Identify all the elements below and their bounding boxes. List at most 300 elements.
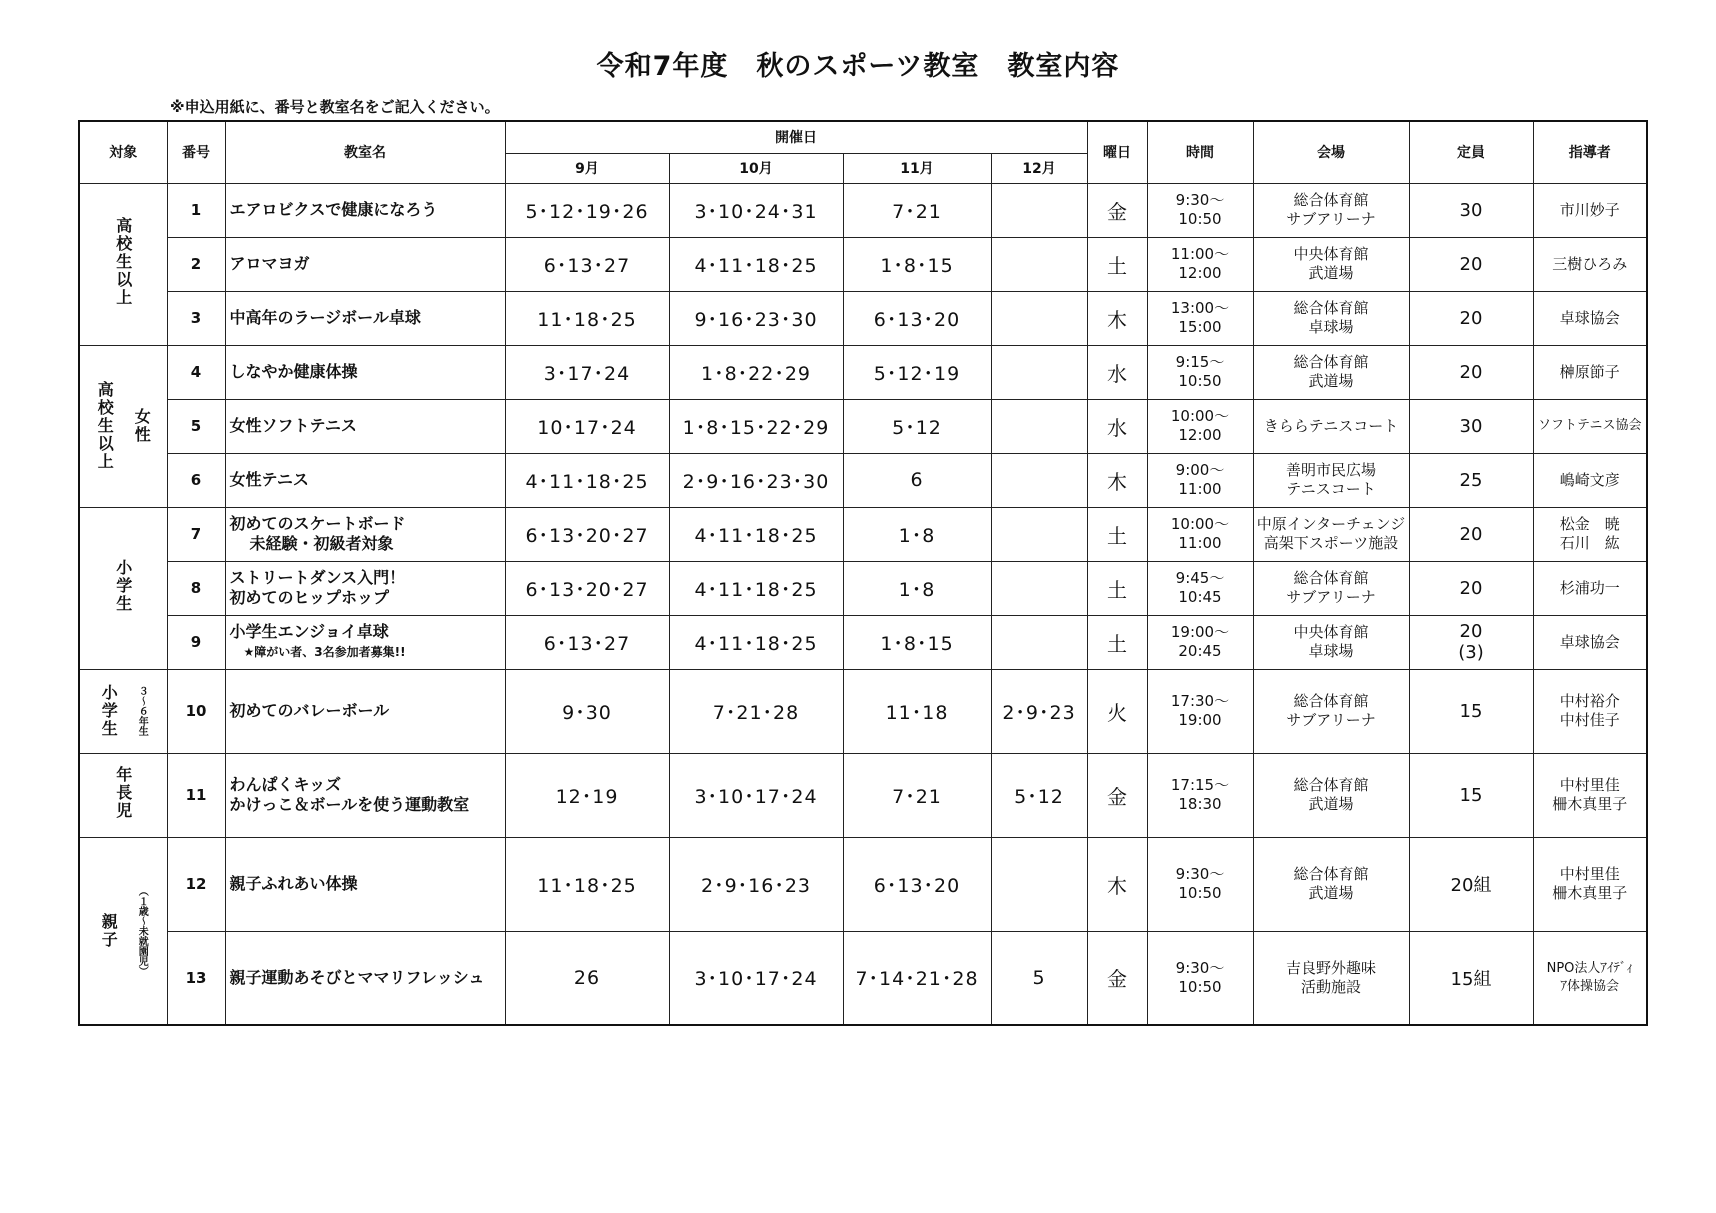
venue xyxy=(1253,345,1409,399)
weekday xyxy=(1087,669,1147,753)
target-label: 高校生以上 xyxy=(113,217,133,307)
capacity xyxy=(1409,669,1533,753)
instructor-line: 市川妙子 xyxy=(1559,200,1620,219)
header-dates: 開催日 xyxy=(505,121,1087,153)
class-number xyxy=(167,237,225,291)
time-range-line: 19:00〜 xyxy=(1170,623,1230,641)
class-number xyxy=(167,345,225,399)
dates-nov-line: 5･12･19 xyxy=(873,362,961,385)
class-name xyxy=(225,507,505,561)
time-range xyxy=(1147,507,1253,561)
class-name xyxy=(225,615,505,669)
dates-nov-line: 5･12 xyxy=(892,416,942,439)
header-target: 対象 xyxy=(79,121,167,183)
venue xyxy=(1253,837,1409,931)
table-row xyxy=(79,453,1647,507)
class-number-line: 8 xyxy=(190,579,202,597)
weekday xyxy=(1087,507,1147,561)
class-number xyxy=(167,291,225,345)
venue-line: きららテニスコート xyxy=(1263,416,1399,435)
dates-oct-line: 4･11･18･25 xyxy=(694,524,818,547)
dates-sep xyxy=(505,183,669,237)
dates-sep-line: 12･19 xyxy=(555,785,619,808)
class-name-main: エアロビクスで健康になろう xyxy=(229,200,438,219)
dates-oct-line: 4･11･18･25 xyxy=(694,578,818,601)
venue-line: 中原インターチェンジ xyxy=(1256,515,1406,533)
dates-dec xyxy=(991,237,1087,291)
capacity xyxy=(1409,183,1533,237)
time-range-line: 11:00 xyxy=(1178,534,1222,552)
venue xyxy=(1253,561,1409,615)
table-row xyxy=(79,507,1647,561)
capacity-line: 30 xyxy=(1459,415,1483,437)
weekday xyxy=(1087,345,1147,399)
class-number-line: 7 xyxy=(190,525,202,543)
dates-dec xyxy=(991,837,1087,931)
dates-dec xyxy=(991,669,1087,753)
instructor-line: 中村裕介 xyxy=(1559,692,1620,710)
class-number xyxy=(167,453,225,507)
class-name-main: アロマヨガ xyxy=(229,254,310,273)
class-name-main: 親子運動あそびとママリフレッシュ xyxy=(229,967,485,987)
venue xyxy=(1253,291,1409,345)
dates-nov-line: 11･18 xyxy=(885,701,949,724)
header-sep: 9月 xyxy=(505,153,669,183)
weekday xyxy=(1087,561,1147,615)
venue-line: サブアリーナ xyxy=(1286,711,1376,729)
dates-nov-line: 1･8 xyxy=(898,578,936,601)
instructor-line: 榊原節子 xyxy=(1559,362,1620,381)
dates-oct-line: 2･9･16･23･30 xyxy=(682,470,830,493)
dates-oct-line: 3･10･17･24 xyxy=(694,785,818,808)
dates-sep-line: 4･11･18･25 xyxy=(525,470,649,493)
dates-sep xyxy=(505,669,669,753)
capacity-line: 20 xyxy=(1459,621,1483,642)
table-row xyxy=(79,345,1647,399)
class-number-line: 4 xyxy=(190,363,202,381)
venue xyxy=(1253,931,1409,1025)
target-label: 親子 xyxy=(99,912,119,949)
dates-oct-line: 4･11･18･25 xyxy=(694,632,818,655)
capacity xyxy=(1409,753,1533,837)
dates-sep-line: 9･30 xyxy=(562,701,612,724)
dates-dec xyxy=(991,183,1087,237)
dates-dec xyxy=(991,507,1087,561)
table-row xyxy=(79,237,1647,291)
time-range xyxy=(1147,561,1253,615)
dates-nov-line: 1･8 xyxy=(898,524,936,547)
dates-oct-line: 3･10･17･24 xyxy=(694,968,818,991)
venue-line: 卓球場 xyxy=(1308,318,1354,336)
time-range xyxy=(1147,753,1253,837)
instructor xyxy=(1533,837,1647,931)
dates-oct-line: 1･8･22･29 xyxy=(700,362,812,385)
header-class-name: 教室名 xyxy=(225,121,505,183)
class-number-line: 9 xyxy=(190,633,202,651)
capacity-line: 20 xyxy=(1459,523,1483,545)
venue-line: サブアリーナ xyxy=(1286,210,1376,228)
time-range xyxy=(1147,183,1253,237)
dates-nov xyxy=(843,399,991,453)
target-group-cell xyxy=(79,345,167,507)
dates-sep xyxy=(505,753,669,837)
dates-oct xyxy=(669,753,843,837)
schedule-table xyxy=(78,120,1648,1026)
capacity-line: 15 xyxy=(1459,700,1483,722)
time-range xyxy=(1147,291,1253,345)
class-name-main: しなやか健康体操 xyxy=(229,362,358,381)
venue-line: 中央体育館 xyxy=(1293,245,1369,263)
time-range-line: 9:15〜 xyxy=(1175,353,1225,371)
dates-nov-line: 7･21 xyxy=(892,785,942,808)
time-range-line: 9:00〜 xyxy=(1175,461,1225,479)
class-number xyxy=(167,399,225,453)
class-number-line: 1 xyxy=(190,201,202,219)
venue xyxy=(1253,183,1409,237)
class-number xyxy=(167,561,225,615)
capacity-line: 25 xyxy=(1459,469,1483,491)
capacity-line: 20組 xyxy=(1450,875,1492,896)
target-group-cell xyxy=(79,669,167,753)
class-name-main: わんぱくキッズ xyxy=(229,775,342,794)
capacity xyxy=(1409,561,1533,615)
dates-sep-line: 10･17･24 xyxy=(537,416,637,439)
class-number-line: 5 xyxy=(190,417,202,435)
dates-sep xyxy=(505,837,669,931)
instructor xyxy=(1533,453,1647,507)
venue-line: 総合体育館 xyxy=(1293,353,1369,371)
capacity xyxy=(1409,291,1533,345)
venue-line: テニスコート xyxy=(1286,480,1376,498)
capacity xyxy=(1409,237,1533,291)
dates-dec-line: 2･9･23 xyxy=(1002,701,1076,724)
venue-line: 高架下スポーツ施設 xyxy=(1263,534,1399,552)
table-row xyxy=(79,669,1647,753)
dates-sep xyxy=(505,453,669,507)
time-range-line: 18:30 xyxy=(1178,795,1222,813)
capacity-line: 20 xyxy=(1459,307,1483,329)
class-name-note: ★障がい者、3名参加者募集!! xyxy=(243,645,406,659)
time-range-line: 10:50 xyxy=(1178,372,1222,390)
class-name-main: ストリートダンス入門！ xyxy=(229,568,406,587)
class-number-line: 13 xyxy=(185,968,207,987)
instruction-note: ※申込用紙に、番号と教室名をご記入ください。 xyxy=(170,98,500,116)
table-row xyxy=(79,291,1647,345)
dates-oct-line: 7･21･28 xyxy=(712,701,800,724)
dates-dec xyxy=(991,753,1087,837)
instructor-line: 柵木真里子 xyxy=(1552,884,1628,902)
venue-line: 吉良野外趣味 xyxy=(1285,958,1376,977)
venue-line: 武道場 xyxy=(1308,795,1354,813)
page-title: 令和7年度 秋のスポーツ教室 教室内容 xyxy=(596,51,1120,82)
venue xyxy=(1253,753,1409,837)
dates-oct xyxy=(669,615,843,669)
dates-nov xyxy=(843,669,991,753)
instructor-line: NPO法人ｱｲﾃﾞｨ xyxy=(1546,960,1633,976)
venue xyxy=(1253,615,1409,669)
table-row xyxy=(79,931,1647,1025)
instructor-line: 嶋崎文彦 xyxy=(1559,470,1620,489)
venue-line: 善明市民広場 xyxy=(1285,461,1376,479)
class-name-main: 初めてのスケートボード xyxy=(229,514,406,533)
dates-sep xyxy=(505,399,669,453)
target-sublabel: （１歳〜未就園児） xyxy=(136,885,148,976)
time-range-line: 10:00〜 xyxy=(1170,515,1230,533)
class-name xyxy=(225,183,505,237)
time-range-line: 17:30〜 xyxy=(1170,692,1230,710)
class-number xyxy=(167,183,225,237)
weekday xyxy=(1087,615,1147,669)
venue-line: 武道場 xyxy=(1308,372,1354,390)
weekday-line: 土 xyxy=(1107,523,1127,548)
header-instructor: 指導者 xyxy=(1533,121,1647,183)
dates-nov xyxy=(843,237,991,291)
target-group-cell xyxy=(79,753,167,837)
table-row xyxy=(79,561,1647,615)
instructor-line: 中村里佳 xyxy=(1559,865,1620,883)
class-name xyxy=(225,753,505,837)
dates-oct xyxy=(669,345,843,399)
dates-oct-line: 1･8･15･22･29 xyxy=(682,416,830,439)
dates-nov xyxy=(843,561,991,615)
dates-nov-line: 7･21 xyxy=(892,200,942,223)
instructor-line: 杉浦功一 xyxy=(1559,578,1620,597)
dates-nov xyxy=(843,615,991,669)
dates-oct-line: 9･16･23･30 xyxy=(694,308,818,331)
class-name-sub: 初めてのヒップホップ xyxy=(229,588,390,607)
instructor-line: 石川 紘 xyxy=(1559,534,1620,552)
instructor xyxy=(1533,291,1647,345)
dates-nov xyxy=(843,931,991,1025)
weekday xyxy=(1087,837,1147,931)
header-capacity: 定員 xyxy=(1409,121,1533,183)
instructor xyxy=(1533,345,1647,399)
time-range xyxy=(1147,399,1253,453)
instructor-line: ｱ体操協会 xyxy=(1560,978,1619,994)
header-time: 時間 xyxy=(1147,121,1253,183)
class-name xyxy=(225,931,505,1025)
dates-sep-line: 11･18･25 xyxy=(537,874,637,897)
venue-line: 卓球場 xyxy=(1308,642,1354,660)
dates-dec xyxy=(991,561,1087,615)
time-range-line: 12:00 xyxy=(1178,264,1222,282)
dates-sep xyxy=(505,561,669,615)
header-dec: 12月 xyxy=(991,153,1087,183)
header-weekday: 曜日 xyxy=(1087,121,1147,183)
venue xyxy=(1253,237,1409,291)
capacity-line: 15 xyxy=(1459,784,1483,806)
table-row xyxy=(79,837,1647,931)
instructor xyxy=(1533,183,1647,237)
class-name-main: 女性テニス xyxy=(229,470,309,489)
class-number xyxy=(167,507,225,561)
time-range-line: 12:00 xyxy=(1178,426,1222,444)
capacity-line: 30 xyxy=(1459,199,1483,221)
dates-nov xyxy=(843,291,991,345)
dates-sep xyxy=(505,507,669,561)
class-number-line: 10 xyxy=(185,702,207,720)
instructor-line: 卓球協会 xyxy=(1559,632,1620,651)
dates-sep xyxy=(505,291,669,345)
capacity-line: 20 xyxy=(1459,361,1483,383)
dates-nov-line: 6･13･20 xyxy=(873,874,961,897)
weekday xyxy=(1087,931,1147,1025)
venue xyxy=(1253,669,1409,753)
class-number xyxy=(167,753,225,837)
capacity xyxy=(1409,507,1533,561)
class-name-main: 小学生エンジョイ卓球 xyxy=(229,622,389,641)
dates-dec-line: 5･12 xyxy=(1014,785,1064,808)
capacity xyxy=(1409,931,1533,1025)
class-number-line: 11 xyxy=(185,786,207,804)
class-number-line: 3 xyxy=(190,309,202,327)
weekday-line: 金 xyxy=(1107,784,1127,809)
dates-nov-line: 6･13･20 xyxy=(873,308,961,331)
time-range-line: 10:50 xyxy=(1178,884,1222,902)
time-range-line: 10:00〜 xyxy=(1170,407,1230,425)
dates-oct xyxy=(669,183,843,237)
dates-sep xyxy=(505,931,669,1025)
table-row xyxy=(79,753,1647,837)
target-group-cell xyxy=(79,837,167,1025)
weekday xyxy=(1087,399,1147,453)
dates-sep xyxy=(505,345,669,399)
dates-sep-line: 5･12･19･26 xyxy=(525,200,649,223)
dates-nov-line: 7･14･21･28 xyxy=(855,968,979,991)
dates-oct xyxy=(669,291,843,345)
time-range xyxy=(1147,669,1253,753)
instructor xyxy=(1533,399,1647,453)
capacity xyxy=(1409,399,1533,453)
instructor-line: 柵木真里子 xyxy=(1552,795,1628,813)
dates-dec xyxy=(991,453,1087,507)
dates-nov xyxy=(843,345,991,399)
weekday xyxy=(1087,291,1147,345)
class-number xyxy=(167,615,225,669)
time-range-line: 11:00 xyxy=(1178,480,1222,498)
weekday xyxy=(1087,753,1147,837)
time-range-line: 17:15〜 xyxy=(1170,776,1230,794)
dates-sep-line: 6･13･20･27 xyxy=(525,578,649,601)
time-range-line: 10:50 xyxy=(1178,210,1222,228)
target-group-cell xyxy=(79,507,167,669)
instructor xyxy=(1533,561,1647,615)
dates-oct xyxy=(669,237,843,291)
weekday xyxy=(1087,237,1147,291)
instructor-line: ソフトテニス協会 xyxy=(1538,418,1642,433)
venue-line: 総合体育館 xyxy=(1293,776,1369,794)
weekday-line: 木 xyxy=(1107,307,1127,332)
venue-line: 総合体育館 xyxy=(1293,299,1369,317)
class-name xyxy=(225,345,505,399)
weekday-line: 金 xyxy=(1107,199,1127,224)
venue-line: 総合体育館 xyxy=(1293,191,1369,209)
weekday-line: 水 xyxy=(1107,361,1127,386)
capacity xyxy=(1409,837,1533,931)
header-nov: 11月 xyxy=(843,153,991,183)
dates-oct xyxy=(669,837,843,931)
time-range-line: 9:30〜 xyxy=(1175,865,1225,883)
dates-nov xyxy=(843,753,991,837)
weekday-line: 火 xyxy=(1107,700,1127,725)
table-row xyxy=(79,183,1647,237)
class-number-line: 2 xyxy=(190,255,202,273)
dates-nov-line: 1･8･15 xyxy=(880,632,954,655)
dates-oct xyxy=(669,507,843,561)
header-number: 番号 xyxy=(167,121,225,183)
target-label: 高校生以上 xyxy=(95,381,115,471)
target-label: 小学生 xyxy=(99,684,119,738)
target-sublabel: ３〜６年生 xyxy=(136,686,148,736)
time-range-line: 15:00 xyxy=(1178,318,1222,336)
weekday-line: 木 xyxy=(1107,873,1127,898)
dates-oct xyxy=(669,453,843,507)
target-label: 年長児 xyxy=(113,766,133,820)
venue-line: 総合体育館 xyxy=(1293,569,1369,587)
header-oct: 10月 xyxy=(669,153,843,183)
dates-sep-line: 6･13･20･27 xyxy=(525,524,649,547)
weekday-line: 土 xyxy=(1107,253,1127,278)
instructor xyxy=(1533,669,1647,753)
dates-dec xyxy=(991,291,1087,345)
time-range xyxy=(1147,453,1253,507)
time-range-line: 9:45〜 xyxy=(1175,569,1225,587)
instructor-line: 松金 暁 xyxy=(1559,515,1620,533)
dates-oct-line: 3･10･24･31 xyxy=(694,200,818,223)
dates-oct-line: 2･9･16･23 xyxy=(700,874,812,897)
venue-line: 活動施設 xyxy=(1300,977,1361,996)
dates-sep-line: 6･13･27 xyxy=(543,632,631,655)
venue-line: 総合体育館 xyxy=(1293,865,1369,883)
table-row xyxy=(79,615,1647,669)
time-range xyxy=(1147,345,1253,399)
class-name-sub: かけっこ＆ボールを使う運動教室 xyxy=(229,795,470,814)
class-name xyxy=(225,837,505,931)
capacity-line: 20 xyxy=(1459,577,1483,599)
time-range xyxy=(1147,237,1253,291)
class-name-main: 女性ソフトテニス xyxy=(229,416,357,435)
instructor xyxy=(1533,237,1647,291)
instructor-line: 中村佳子 xyxy=(1559,711,1620,729)
class-number xyxy=(167,837,225,931)
dates-sep-line: 3･17･24 xyxy=(543,362,631,385)
class-number-line: 12 xyxy=(185,875,207,893)
capacity xyxy=(1409,453,1533,507)
dates-dec xyxy=(991,399,1087,453)
weekday-line: 土 xyxy=(1107,577,1127,602)
target-label: 小学生 xyxy=(113,559,133,613)
dates-sep-line: 6･13･27 xyxy=(543,254,631,277)
class-number xyxy=(167,669,225,753)
time-range-line: 20:45 xyxy=(1178,642,1222,660)
target-sublabel: 女性 xyxy=(132,408,152,444)
dates-dec-line: 5 xyxy=(1032,966,1046,989)
venue-line: サブアリーナ xyxy=(1286,588,1376,606)
class-name xyxy=(225,561,505,615)
venue-line: 中央体育館 xyxy=(1293,623,1369,641)
venue-line: 武道場 xyxy=(1308,264,1354,282)
time-range-line: 10:50 xyxy=(1178,977,1222,996)
weekday-line: 水 xyxy=(1107,415,1127,440)
dates-sep xyxy=(505,615,669,669)
weekday-line: 金 xyxy=(1107,967,1127,992)
dates-oct xyxy=(669,669,843,753)
venue xyxy=(1253,507,1409,561)
dates-nov xyxy=(843,837,991,931)
table-row xyxy=(79,399,1647,453)
dates-nov-line: 1･8･15 xyxy=(880,254,954,277)
weekday xyxy=(1087,183,1147,237)
